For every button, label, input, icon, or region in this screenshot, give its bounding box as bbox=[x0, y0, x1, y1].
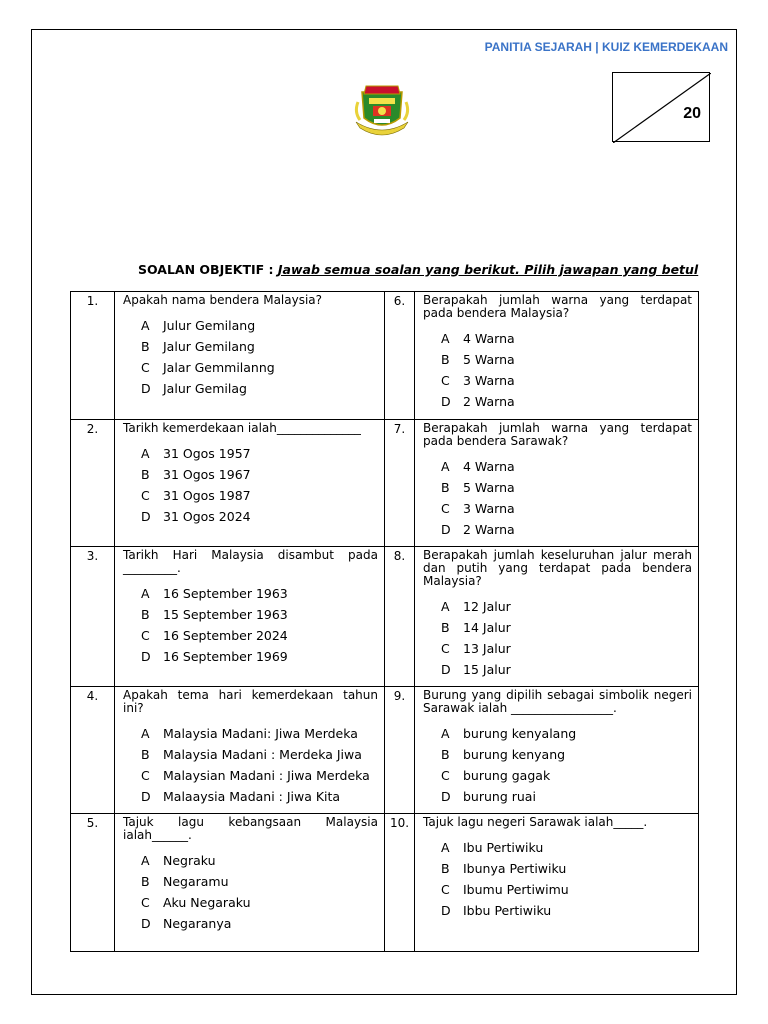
question-text: Tarikh Hari Malaysia disambut pada _________. bbox=[123, 548, 378, 575]
option-letter: D bbox=[441, 522, 451, 537]
option-letter: C bbox=[441, 373, 450, 388]
question-text: Apakah tema hari kemerdekaan tahun ini? bbox=[123, 688, 378, 715]
option-letter: B bbox=[141, 874, 150, 889]
option-text: Ibbu Pertiwiku bbox=[463, 903, 552, 918]
question-text: Apakah nama bendera Malaysia? bbox=[123, 293, 323, 307]
question-cell bbox=[115, 547, 385, 687]
answer-option[interactable] bbox=[123, 443, 378, 464]
answer-option[interactable] bbox=[423, 638, 692, 659]
school-crest-logo bbox=[352, 78, 412, 140]
answer-option[interactable] bbox=[123, 583, 378, 604]
table-row bbox=[71, 687, 699, 814]
answer-option[interactable] bbox=[123, 850, 378, 871]
question-cell bbox=[415, 814, 699, 952]
question-number: 5. bbox=[71, 814, 115, 952]
option-letter: C bbox=[141, 768, 150, 783]
question-cell bbox=[115, 292, 385, 420]
table-row bbox=[71, 292, 699, 420]
option-letter: A bbox=[441, 840, 450, 855]
instructions-label: SOALAN OBJEKTIF : bbox=[138, 262, 278, 277]
option-letter: B bbox=[441, 480, 450, 495]
option-text: Negaramu bbox=[163, 874, 229, 889]
option-text: 13 Jalur bbox=[463, 641, 511, 656]
option-letter: C bbox=[141, 895, 150, 910]
option-text: burung ruai bbox=[463, 789, 536, 804]
option-letter: A bbox=[441, 599, 450, 614]
option-text: 5 Warna bbox=[463, 480, 515, 495]
answer-option[interactable] bbox=[123, 506, 378, 527]
option-letter: C bbox=[441, 882, 450, 897]
option-letter: D bbox=[441, 903, 451, 918]
table-row bbox=[71, 547, 699, 687]
question-number: 1. bbox=[71, 292, 115, 420]
instructions bbox=[138, 262, 698, 277]
answer-option[interactable] bbox=[423, 519, 692, 540]
option-text: Negraku bbox=[163, 853, 216, 868]
option-text: 2 Warna bbox=[463, 394, 515, 409]
answer-option[interactable] bbox=[123, 464, 378, 485]
option-letter: D bbox=[141, 509, 151, 524]
answer-option[interactable] bbox=[423, 659, 692, 680]
option-letter: C bbox=[141, 360, 150, 375]
option-letter: D bbox=[441, 789, 451, 804]
option-text: 4 Warna bbox=[463, 331, 515, 346]
instructions-text: Jawab semua soalan yang berikut. Pilih jawapan yang betul bbox=[277, 262, 699, 277]
option-letter: A bbox=[441, 726, 450, 741]
question-number: 10. bbox=[385, 814, 415, 952]
option-text: 16 September 1969 bbox=[163, 649, 288, 664]
answer-option[interactable] bbox=[423, 477, 692, 498]
option-text: Malaaysia Madani : Jiwa Kita bbox=[163, 789, 341, 804]
option-text: Jalar Gemmilanng bbox=[163, 360, 275, 375]
option-letter: A bbox=[141, 318, 150, 333]
answer-option[interactable] bbox=[423, 370, 692, 391]
answer-option[interactable] bbox=[123, 723, 378, 744]
option-text: Jalur Gemilag bbox=[163, 381, 247, 396]
answer-option[interactable] bbox=[123, 485, 378, 506]
option-letter: B bbox=[141, 607, 150, 622]
option-text: 4 Warna bbox=[463, 459, 515, 474]
option-letter: B bbox=[141, 339, 150, 354]
answer-option[interactable] bbox=[123, 765, 378, 786]
question-number: 6. bbox=[385, 292, 415, 420]
option-letter: C bbox=[141, 628, 150, 643]
answer-option[interactable] bbox=[423, 900, 692, 921]
question-number: 3. bbox=[71, 547, 115, 687]
question-number: 4. bbox=[71, 687, 115, 814]
answer-option[interactable] bbox=[123, 786, 378, 807]
answer-option[interactable] bbox=[423, 328, 692, 349]
option-text: Ibumu Pertiwimu bbox=[463, 882, 569, 897]
question-text: Berapakah jumlah keseluruhan jalur merah dan putih yang terdapat pada bendera Malaysia? bbox=[423, 548, 692, 588]
option-text: 16 September 1963 bbox=[163, 586, 288, 601]
question-cell bbox=[115, 814, 385, 952]
option-text: Julur Gemilang bbox=[163, 318, 256, 333]
answer-option[interactable] bbox=[423, 723, 692, 744]
answer-option[interactable] bbox=[423, 765, 692, 786]
table-row bbox=[71, 420, 699, 547]
option-letter: C bbox=[141, 488, 150, 503]
option-text: Negaranya bbox=[163, 916, 232, 931]
answer-option[interactable] bbox=[423, 617, 692, 638]
answer-option[interactable] bbox=[423, 391, 692, 412]
answer-option[interactable] bbox=[423, 596, 692, 617]
question-number: 2. bbox=[71, 420, 115, 547]
option-letter: C bbox=[441, 768, 450, 783]
option-text: Malaysia Madani : Merdeka Jiwa bbox=[163, 747, 362, 762]
option-letter: A bbox=[441, 459, 450, 474]
option-text: 31 Ogos 1957 bbox=[163, 446, 251, 461]
option-text: burung kenyalang bbox=[463, 726, 577, 741]
option-letter: D bbox=[141, 381, 151, 396]
questions-table bbox=[70, 291, 699, 952]
question-number: 7. bbox=[385, 420, 415, 547]
question-text: Tajuk lagu kebangsaan Malaysia ialah______. bbox=[123, 815, 378, 842]
score-box bbox=[612, 72, 710, 142]
answer-option[interactable] bbox=[423, 858, 692, 879]
question-cell bbox=[415, 687, 699, 814]
question-text: Berapakah jumlah warna yang terdapat pada bendera Malaysia? bbox=[423, 293, 692, 320]
question-cell bbox=[115, 687, 385, 814]
option-letter: C bbox=[441, 501, 450, 516]
answer-option[interactable] bbox=[423, 879, 692, 900]
option-text: 15 Jalur bbox=[463, 662, 511, 677]
question-text: Berapakah jumlah warna yang terdapat pada bendera Sarawak? bbox=[423, 421, 692, 448]
answer-option[interactable] bbox=[123, 378, 378, 399]
option-letter: B bbox=[141, 467, 150, 482]
option-letter: B bbox=[441, 352, 450, 367]
answer-option[interactable] bbox=[123, 871, 378, 892]
answer-option[interactable] bbox=[123, 744, 378, 765]
answer-option[interactable] bbox=[423, 456, 692, 477]
option-letter: D bbox=[441, 394, 451, 409]
option-letter: B bbox=[441, 861, 450, 876]
option-letter: D bbox=[441, 662, 451, 677]
question-text: Tarikh kemerdekaan ialah______________ bbox=[123, 421, 361, 435]
option-letter: D bbox=[141, 649, 151, 664]
answer-option[interactable] bbox=[123, 357, 378, 378]
option-letter: D bbox=[141, 789, 151, 804]
answer-option[interactable] bbox=[423, 498, 692, 519]
option-text: 31 Ogos 1967 bbox=[163, 467, 251, 482]
option-text: 31 Ogos 1987 bbox=[163, 488, 251, 503]
option-letter: A bbox=[141, 853, 150, 868]
answer-option[interactable] bbox=[423, 837, 692, 858]
question-text: Tajuk lagu negeri Sarawak ialah_____. bbox=[423, 815, 648, 829]
option-letter: A bbox=[441, 331, 450, 346]
option-text: Ibunya Pertiwiku bbox=[463, 861, 567, 876]
answer-option[interactable] bbox=[123, 315, 378, 336]
question-cell bbox=[415, 420, 699, 547]
option-letter: A bbox=[141, 586, 150, 601]
option-text: burung gagak bbox=[463, 768, 551, 783]
option-letter: B bbox=[141, 747, 150, 762]
option-text: 15 September 1963 bbox=[163, 607, 288, 622]
question-cell bbox=[415, 292, 699, 420]
option-text: 31 Ogos 2024 bbox=[163, 509, 251, 524]
option-text: burung kenyang bbox=[463, 747, 566, 762]
option-text: 3 Warna bbox=[463, 373, 515, 388]
option-text: 3 Warna bbox=[463, 501, 515, 516]
option-text: Malaysia Madani: Jiwa Merdeka bbox=[163, 726, 358, 741]
option-text: Jalur Gemilang bbox=[163, 339, 255, 354]
option-text: 5 Warna bbox=[463, 352, 515, 367]
table-row bbox=[71, 814, 699, 952]
option-text: 12 Jalur bbox=[463, 599, 511, 614]
option-text: 2 Warna bbox=[463, 522, 515, 537]
answer-option[interactable] bbox=[123, 646, 378, 667]
answer-option[interactable] bbox=[123, 625, 378, 646]
question-text: Burung yang dipilih sebagai simbolik negeri Sarawak ialah _________________. bbox=[423, 688, 692, 715]
answer-option[interactable] bbox=[123, 892, 378, 913]
score-total: 20 bbox=[683, 105, 701, 122]
option-text: 14 Jalur bbox=[463, 620, 511, 635]
option-letter: B bbox=[441, 747, 450, 762]
answer-option[interactable] bbox=[423, 349, 692, 370]
question-number: 9. bbox=[385, 687, 415, 814]
option-text: 16 September 2024 bbox=[163, 628, 288, 643]
option-text: Ibu Pertiwiku bbox=[463, 840, 544, 855]
answer-option[interactable] bbox=[423, 786, 692, 807]
question-number: 8. bbox=[385, 547, 415, 687]
answer-option[interactable] bbox=[123, 604, 378, 625]
question-cell bbox=[415, 547, 699, 687]
option-letter: A bbox=[141, 726, 150, 741]
answer-option[interactable] bbox=[423, 744, 692, 765]
option-letter: A bbox=[141, 446, 150, 461]
option-text: Malaysian Madani : Jiwa Merdeka bbox=[163, 768, 370, 783]
option-letter: D bbox=[141, 916, 151, 931]
answer-option[interactable] bbox=[123, 336, 378, 357]
option-letter: B bbox=[441, 620, 450, 635]
answer-option[interactable] bbox=[123, 913, 378, 934]
page-header: PANITIA SEJARAH | KUIZ KEMERDEKAAN bbox=[484, 40, 728, 54]
question-cell bbox=[115, 420, 385, 547]
option-letter: C bbox=[441, 641, 450, 656]
option-text: Aku Negaraku bbox=[163, 895, 251, 910]
